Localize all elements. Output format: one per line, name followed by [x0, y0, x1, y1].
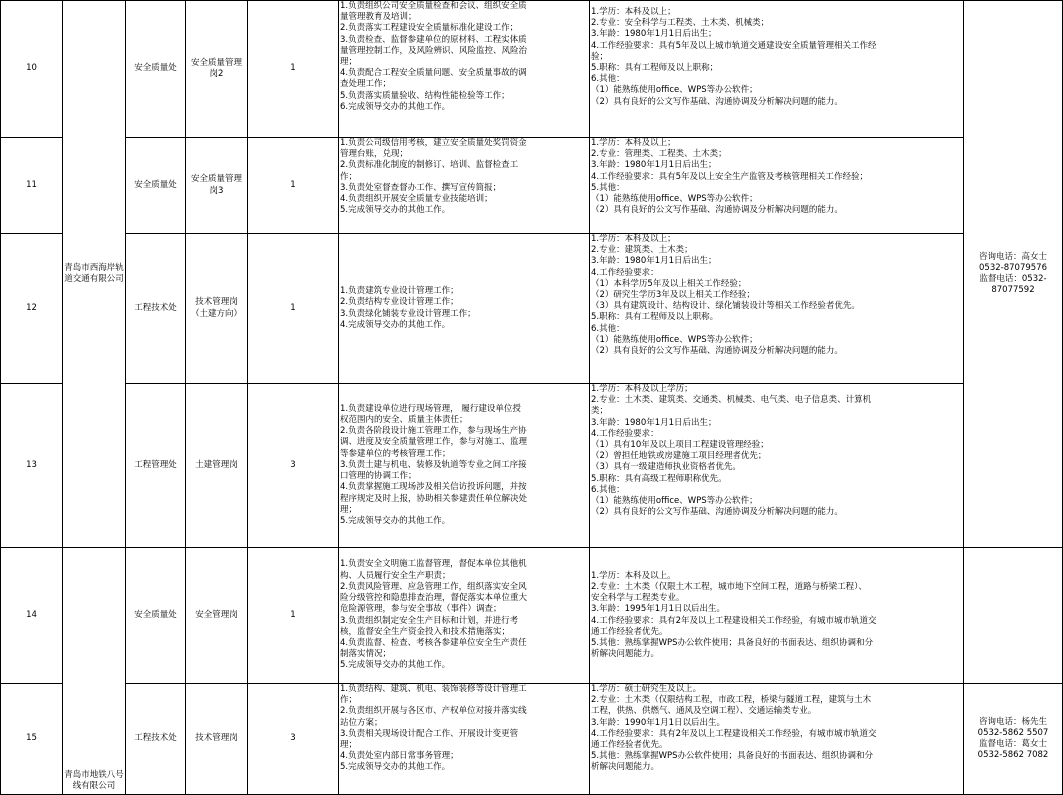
row-number: 15 — [1, 684, 63, 795]
duties-cell — [339, 384, 590, 548]
text-line: 4.工作经验要求：具有2年及以上工程建设相关工作经验，有城市城市轨道交 — [591, 728, 877, 739]
company-name: 青岛市地铁八号线有限公司 — [64, 769, 124, 791]
text-line: 4.负责组织开展安全质量专业技能培训； — [340, 194, 493, 205]
text-line: 监督电话：0532- — [979, 274, 1047, 284]
text-line: 3.负责土建与机电、装修及轨道等专业之间工序接 — [340, 459, 527, 470]
row-number: 12 — [1, 234, 63, 384]
text-line: 5.完成领导交办的其他工作。 — [340, 762, 451, 773]
text-line: 4.工作经验要求：具有5年及以上安全生产监管及考核管理相关工作经验； — [591, 171, 869, 182]
text-line: 3.年龄：1980年1月1日后出生； — [591, 256, 717, 267]
text-line: 验； — [591, 51, 609, 62]
company-cell — [63, 1, 126, 548]
text-line: 1.学历：本科及以上； — [591, 234, 676, 244]
row-number: 14 — [1, 548, 63, 684]
text-line: 3.年龄：1980年1月1日后出生； — [591, 29, 717, 40]
text-line: 1.学历：本科及以上； — [591, 7, 676, 17]
text-line: 87077592 — [991, 285, 1035, 296]
text-line: 工程，供热、供燃气、通风及空调工程）、交通运输类专业。 — [591, 706, 817, 717]
text-line: 理； — [340, 57, 358, 68]
text-line: 理； — [340, 504, 358, 515]
text-line: 3.负责处室督查督办工作、撰写宣传简报； — [340, 182, 502, 193]
duties-cell — [339, 684, 590, 795]
text-line: 3.年龄：1980年1月1日后出生； — [591, 417, 717, 428]
text-line: 0532-5862 5507 — [977, 727, 1049, 738]
department-cell: 安全质量处 — [126, 548, 186, 684]
text-line: 5.完成领导交办的其他工作。 — [340, 660, 451, 671]
text-line: 2.专业：土木类、建筑类、交通类、机械类、电气类、电子信息类、计算机 — [591, 395, 872, 406]
headcount-cell: 1 — [248, 1, 339, 138]
text-line: 5.其他： — [591, 182, 625, 193]
text-line: 4.工作经验要求：具有5年及以上城市轨道交通建设安全质量管理相关工作经 — [591, 40, 877, 51]
text-line: 0532-87079576 — [979, 262, 1047, 273]
text-line: 6.完成领导交办的其他工作。 — [340, 101, 451, 112]
text-line: （2）具有良好的公文写作基础、沟通协调及分析解决问题的能力。 — [591, 205, 843, 216]
text-line: （1）具有10年及以上项目工程建设管理经验； — [591, 440, 769, 451]
text-line: 3.负责检查、监督参建单位的原材料、工程实体质 — [340, 34, 527, 45]
text-line: 1.负责安全文明施工监督管理，督促本单位其他机 — [340, 559, 527, 570]
post-cell: 安全管理岗 — [186, 548, 248, 684]
text-line: （1）能熟练使用office、WPS等办公软件； — [591, 85, 758, 96]
contact-cell — [964, 1, 1063, 548]
text-line: 2.专业：安全科学与工程类、土木类、机械类； — [591, 18, 770, 29]
company-cell — [63, 548, 126, 795]
text-line: （3）具有一级建造师执业资格者优先。 — [591, 462, 741, 473]
text-line: 2.专业：土木类（仅限结构工程，市政工程，桥梁与隧道工程，建筑与土木 — [591, 695, 872, 706]
text-line: （2）曾担任地铁或房建施工项目经理者优先； — [591, 451, 767, 462]
text-line: 4.负责监督、检查、考核各参建单位安全生产责任 — [340, 637, 527, 648]
table-row — [1, 234, 1063, 384]
text-line: 4.负责配合工程安全质量问题、安全质量事故的调 — [340, 68, 527, 79]
table-row — [1, 684, 1063, 795]
text-line: 5.职称：具有工程师及以上职称。 — [591, 312, 719, 323]
text-line: 管理台账，兑现； — [340, 149, 409, 160]
text-line: （3）具有建筑设计、结构设计、绿化铺装设计等相关工作经验者优先。 — [591, 301, 860, 312]
text-line: 理； — [340, 740, 358, 751]
department-cell: 工程技术处 — [126, 234, 186, 384]
duties-cell — [339, 1, 590, 138]
text-line: 1.学历：本科及以上； — [591, 138, 676, 148]
requirements-cell — [590, 138, 964, 234]
text-line: （2）具有良好的公文写作基础、沟通协调及分析解决问题的能力。 — [591, 96, 843, 107]
headcount-cell: 3 — [248, 384, 339, 548]
row-number: 11 — [1, 138, 63, 234]
text-line: 等参建单位的考核管理工作； — [340, 448, 451, 459]
text-line: 1.负责结构、建筑、机电、装饰装修等设计管理工 — [340, 684, 527, 694]
text-line: （2）研究生学历3年及以上相关工作经验； — [591, 290, 755, 301]
table-row — [1, 548, 1063, 684]
text-line: 作； — [340, 695, 358, 706]
post-cell: 技术管理岗（土建方向） — [186, 234, 248, 384]
text-line: 5.完成领导交办的其他工作。 — [340, 515, 451, 526]
text-line: 站位方案； — [340, 717, 383, 728]
text-line: 核，监督安全生产资金投入和技术措施落实； — [340, 626, 511, 637]
text-line: 2.负责组织开展与各区市、产权单位对接并落实线 — [340, 706, 527, 717]
text-line: （1）能熟练使用office、WPS等办公软件； — [591, 496, 758, 507]
text-line: 4.完成领导交办的其他工作。 — [340, 319, 451, 330]
department-cell: 安全质量处 — [126, 1, 186, 138]
company-name: 青岛市西海岸轨道交通有限公司 — [64, 262, 124, 284]
department-cell: 工程技术处 — [126, 684, 186, 795]
text-line: 类； — [591, 406, 609, 417]
text-line: 险分级管控和隐患排查治理，督促落实本单位重大 — [340, 593, 528, 604]
text-line: 2.负责标准化制度的制修订、培训、监督检查工 — [340, 160, 519, 171]
row-number: 13 — [1, 384, 63, 548]
text-line: 1.学历：硕士研究生及以上。 — [591, 684, 702, 694]
text-line: 口管理的协调工作； — [340, 471, 417, 482]
text-line: （1）本科学历5年及以上相关工作经验； — [591, 278, 747, 289]
text-line: 5.职称：具有工程师及以上职称； — [591, 63, 719, 74]
text-line: 2.专业：建筑类、土木类； — [591, 245, 693, 256]
text-line: 4.工作经验要求： — [591, 267, 659, 278]
requirements-cell — [590, 684, 964, 795]
text-line: 量管理教育及培训； — [340, 12, 417, 23]
text-line: 2.负责落实工程建设安全质量标准化建设工作； — [340, 23, 519, 34]
text-line: 6.其他： — [591, 484, 625, 495]
requirements-cell — [590, 1, 964, 138]
text-line: 4.负责掌握施工现场涉及相关信访投诉问题，并按 — [340, 482, 527, 493]
requirements-cell — [590, 548, 964, 684]
text-line: 危险源管理，参与安全事故（事件）调查； — [340, 604, 502, 615]
text-line: 制落实情况； — [340, 649, 392, 660]
requirements-cell — [590, 384, 964, 548]
text-line: 4.工作经验要求：具有2年及以上工程建设相关工作经验，有城市城市轨道交 — [591, 615, 877, 626]
text-line: 5.职称：具有高级工程师职称优先。 — [591, 473, 727, 484]
table-row — [1, 384, 1063, 548]
text-line: 构、人员履行安全生产职责； — [340, 570, 451, 581]
text-line: 3.负责绿化铺装专业设计管理工作； — [340, 308, 476, 319]
text-line: （1）能熟练使用office、WPS等办公软件； — [591, 334, 758, 345]
text-line: 5.完成领导交办的其他工作。 — [340, 205, 451, 216]
text-line: 量管理控制工作，及风险辨识、风险监控、风险治 — [340, 45, 528, 56]
text-line: 作； — [340, 171, 358, 182]
text-line: 析解决问题能力。 — [591, 649, 660, 660]
text-line: 2.负责结构专业设计管理工作； — [340, 297, 459, 308]
table-row — [1, 1, 1063, 138]
department-cell: 工程管理处 — [126, 384, 186, 548]
text-line: 0532-5862 7082 — [977, 750, 1049, 761]
duties-cell — [339, 234, 590, 384]
text-line: 2.负责各阶段设计施工管理工作，参与现场生产协 — [340, 426, 527, 437]
text-line: 咨询电话：杨先生 — [978, 716, 1047, 727]
text-line: 5.负责落实质量验收、结构性能检验等工作； — [340, 90, 510, 101]
text-line: 查处理工作； — [340, 79, 392, 90]
text-line: 5.其他：熟练掌握WPS办公软件使用；具备良好的书面表达、组织协调和分 — [591, 637, 874, 648]
text-line: 1.学历：本科及以上。 — [591, 570, 676, 581]
text-line: 3.负责相关现场设计配合工作、开展设计变更管 — [340, 728, 519, 739]
headcount-cell: 1 — [248, 234, 339, 384]
text-line: 2.负责风险管理、应急管理工作，组织落实安全风 — [340, 581, 527, 592]
post-cell: 土建管理岗 — [186, 384, 248, 548]
text-line: 3.负责组织制定安全生产目标和计划，并进行考 — [340, 615, 519, 626]
post-cell: 技术管理岗 — [186, 684, 248, 795]
duties-cell — [339, 548, 590, 684]
text-line: 6.其他： — [591, 74, 625, 85]
contact-cell-empty — [964, 548, 1063, 684]
post-cell: 安全质量管理岗2 — [186, 1, 248, 138]
text-line: 6.其他： — [591, 323, 625, 334]
headcount-cell: 1 — [248, 548, 339, 684]
text-line: 程序规定及时上报，协助相关参建责任单位解决处 — [340, 493, 528, 504]
text-line: 通工作经验者优先。 — [591, 626, 668, 637]
text-line: 5.其他：熟练掌握WPS办公软件使用；具备良好的书面表达、组织协调和分 — [591, 751, 874, 762]
text-line: 析解决问题能力。 — [591, 762, 660, 773]
text-line: 1.负责建筑专业设计管理工作； — [340, 286, 459, 297]
headcount-cell: 1 — [248, 138, 339, 234]
text-line: 监督电话：葛女士 — [978, 739, 1047, 749]
text-line: 安全科学与工程类专业。 — [591, 593, 685, 604]
text-line: 4.负责处室内部日常事务管理； — [340, 751, 459, 762]
text-line: 1.负责建设单位进行现场管理， 履行建设单位授 — [340, 403, 521, 414]
duties-cell — [339, 138, 590, 234]
table-row — [1, 138, 1063, 234]
text-line: 2.专业：管理类、工程类、土木类； — [591, 149, 727, 160]
text-line: （2）具有良好的公文写作基础、沟通协调及分析解决问题的能力。 — [591, 346, 843, 357]
text-line: 1.负责公司级信用考核，建立安全质量处奖罚资金 — [340, 138, 527, 148]
row-number: 10 — [1, 1, 63, 138]
text-line: 4.工作经验要求： — [591, 428, 659, 439]
text-line: 1.学历：本科及以上学历； — [591, 384, 693, 394]
text-line: （2）具有良好的公文写作基础、沟通协调及分析解决问题的能力。 — [591, 507, 843, 518]
text-line: 咨询电话：高女士 — [978, 251, 1047, 262]
post-cell: 安全质量管理岗3 — [186, 138, 248, 234]
text-line: 权范围内的安全、质量主体责任； — [340, 415, 468, 426]
contact-cell — [964, 684, 1063, 795]
requirements-cell — [590, 234, 964, 384]
text-line: 通工作经验者优先。 — [591, 740, 668, 751]
department-cell: 安全质量处 — [126, 138, 186, 234]
headcount-cell: 3 — [248, 684, 339, 795]
text-line: 调、进度及安全质量管理工作，参与对施工、监理 — [340, 437, 528, 448]
text-line: 3.年龄：1980年1月1日后出生； — [591, 160, 717, 171]
text-line: （1）能熟练使用office、WPS等办公软件； — [591, 194, 758, 205]
text-line: 3.年龄：1995年1月1日以后出生。 — [591, 604, 726, 615]
text-line: 3.年龄：1990年1月1日以后出生。 — [591, 717, 726, 728]
text-line: 1.负责组织公司安全质量检查和会议、组织安全质 — [340, 1, 527, 11]
text-line: 2.专业：土木类（仅限土木工程，城市地下空间工程，道路与桥梁工程）、 — [591, 581, 867, 592]
